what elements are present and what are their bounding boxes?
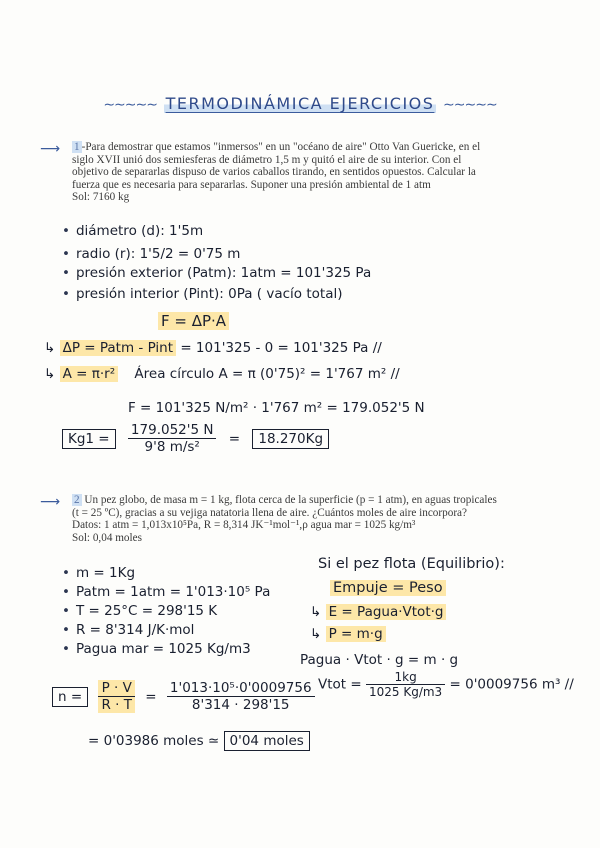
data-pressure-exterior: • presión exterior (Patm): 1atm = 101'325 Pa — [62, 265, 371, 281]
force-result: F = 101'325 N/m² · 1'767 m² = 179.052'5 N — [128, 400, 425, 416]
moles-numeric-denominator: 8'314 · 298'15 — [191, 697, 290, 713]
moles-fraction — [98, 680, 135, 713]
moles-equals: = — [145, 688, 157, 705]
statement-line: objetivo de separarlas dispuso de varios caballos tirando, en sentidos opuestos. Calcular la — [72, 166, 476, 179]
kg-result-line: Kg1 = $\frac{179.052'5 N}{\text{9'8 m/s²}}$ = 18.270Kg — [62, 422, 329, 455]
statement-line: Datos: 1 atm = 1,013x10⁵Pa, R = 8,314 JK⁻¹mol⁻¹,ρ agua mar = 1025 kg/m³ — [72, 519, 416, 532]
moles-result — [88, 733, 310, 749]
side-weight-text: P = m·g — [326, 626, 386, 642]
side-title: Si el pez flota (Equilibrio): — [318, 556, 505, 572]
side-equation-text: Empuje = Peso — [330, 580, 446, 596]
moles-numerator: P · V — [98, 680, 135, 697]
exercise-1-number: 1 — [74, 141, 80, 153]
moles-numeric-numerator: 1'013·10⁵·0'0009756 — [167, 680, 315, 697]
side-equation — [330, 580, 446, 596]
data-water-density: • Pagua mar = 1025 Kg/m3 — [62, 641, 251, 657]
exercise-2-arrow: ⟶ — [40, 494, 61, 510]
moles-label: n = — [52, 687, 88, 707]
vtot-numerator: 1kg — [366, 670, 445, 685]
data-pressure-interior: • presión interior (Pint): 0Pa ( vacío total) — [62, 286, 342, 302]
moles-final-result: 0'04 moles — [224, 731, 310, 751]
solution-line: Sol: 7160 kg — [72, 191, 130, 204]
vtot-fraction — [366, 670, 445, 699]
kg-denominator: 9'8 m/s² — [144, 439, 200, 455]
wave-decoration-left: ∼∼∼∼∼ — [103, 97, 157, 113]
step-area: ↳ A = π·r² Área círculo A = π (0'75)² = 1'767 m² // — [44, 366, 400, 382]
moles-formula — [52, 680, 315, 713]
data-radius: • radio (r): 1'5/2 = 0'75 m — [62, 246, 240, 262]
side-buoyancy: ↳ E = Pagua·Vtot·g — [310, 604, 446, 620]
statement-line: (t = 25 ºC), gracias a su vejiga natatoria llena de aire. ¿Cuántos moles de aire incorpora? — [72, 506, 467, 519]
vtot-result: = 0'0009756 m³ // — [449, 676, 574, 693]
exercise-1-statement — [72, 141, 480, 204]
statement-line: fuerza que es necesaria para separarlas. Suponer una presión ambiental de 1 atm — [72, 178, 431, 191]
side-weight: ↳ P = m·g — [310, 626, 386, 642]
vtot-line — [318, 670, 574, 699]
formula-force-text: F = ΔP·A — [158, 312, 229, 330]
data-patm: • Patm = 1atm = 1'013·10⁵ Pa — [62, 584, 270, 600]
data-mass: • m = 1Kg — [62, 565, 135, 581]
moles-denominator: R · T — [101, 697, 132, 713]
side-buoyancy-text: E = Pagua·Vtot·g — [326, 604, 447, 620]
vtot-denominator: 1025 Kg/m3 — [368, 685, 443, 699]
step-delta-p-label: ΔP = Patm - Pint — [60, 340, 176, 356]
title-text: TERMODINÁMICA EJERCICIOS — [165, 94, 435, 113]
data-diameter: • diámetro (d): 1'5m — [62, 223, 203, 239]
step-delta-p-value: = 101'325 - 0 = 101'325 Pa // — [180, 340, 382, 356]
side-equilibrium-line: Pagua · Vtot · g = m · g — [300, 652, 459, 668]
moles-numeric-fraction — [167, 680, 315, 713]
data-temperature: • T = 25°C = 298'15 K — [62, 603, 217, 619]
page-title — [0, 94, 600, 113]
step-area-value: Área círculo A = π (0'75)² = 1'767 m² // — [134, 366, 400, 382]
moles-result-text: = 0'03986 moles ≃ — [88, 733, 220, 749]
step-area-label: A = π·r² — [60, 366, 119, 382]
data-gas-constant: • R = 8'314 J/K·mol — [62, 622, 194, 638]
kg-fraction — [128, 422, 217, 455]
statement-line: Un pez globo, de masa m = 1 kg, flota cerca de la superficie (p = 1 atm), en aguas tropicales — [84, 494, 497, 506]
exercise-2-number: 2 — [74, 494, 80, 506]
statement-line: -Para demostrar que estamos "inmersos" en un "océano de aire" Otto Van Guericke, en el — [81, 141, 481, 153]
kg-final-result: 18.270Kg — [252, 429, 329, 449]
kg-numerator: 179.052'5 N — [128, 422, 217, 439]
statement-line: siglo XVII unió dos semiesferas de diámetro 1,5 m y quitó el aire de su interior. Con el — [72, 153, 462, 166]
exercise-2-statement — [72, 494, 497, 544]
wave-decoration-right: ∼∼∼∼∼ — [443, 97, 497, 113]
step-delta-p: ↳ ΔP = Patm - Pint = 101'325 - 0 = 101'325 Pa // — [44, 340, 382, 356]
vtot-label: Vtot = — [318, 676, 362, 693]
kg-label: Kg1 = — [62, 429, 116, 449]
formula-force — [158, 312, 229, 330]
exercise-1-arrow: ⟶ — [40, 141, 61, 157]
solution-line: Sol: 0,04 moles — [72, 531, 142, 544]
